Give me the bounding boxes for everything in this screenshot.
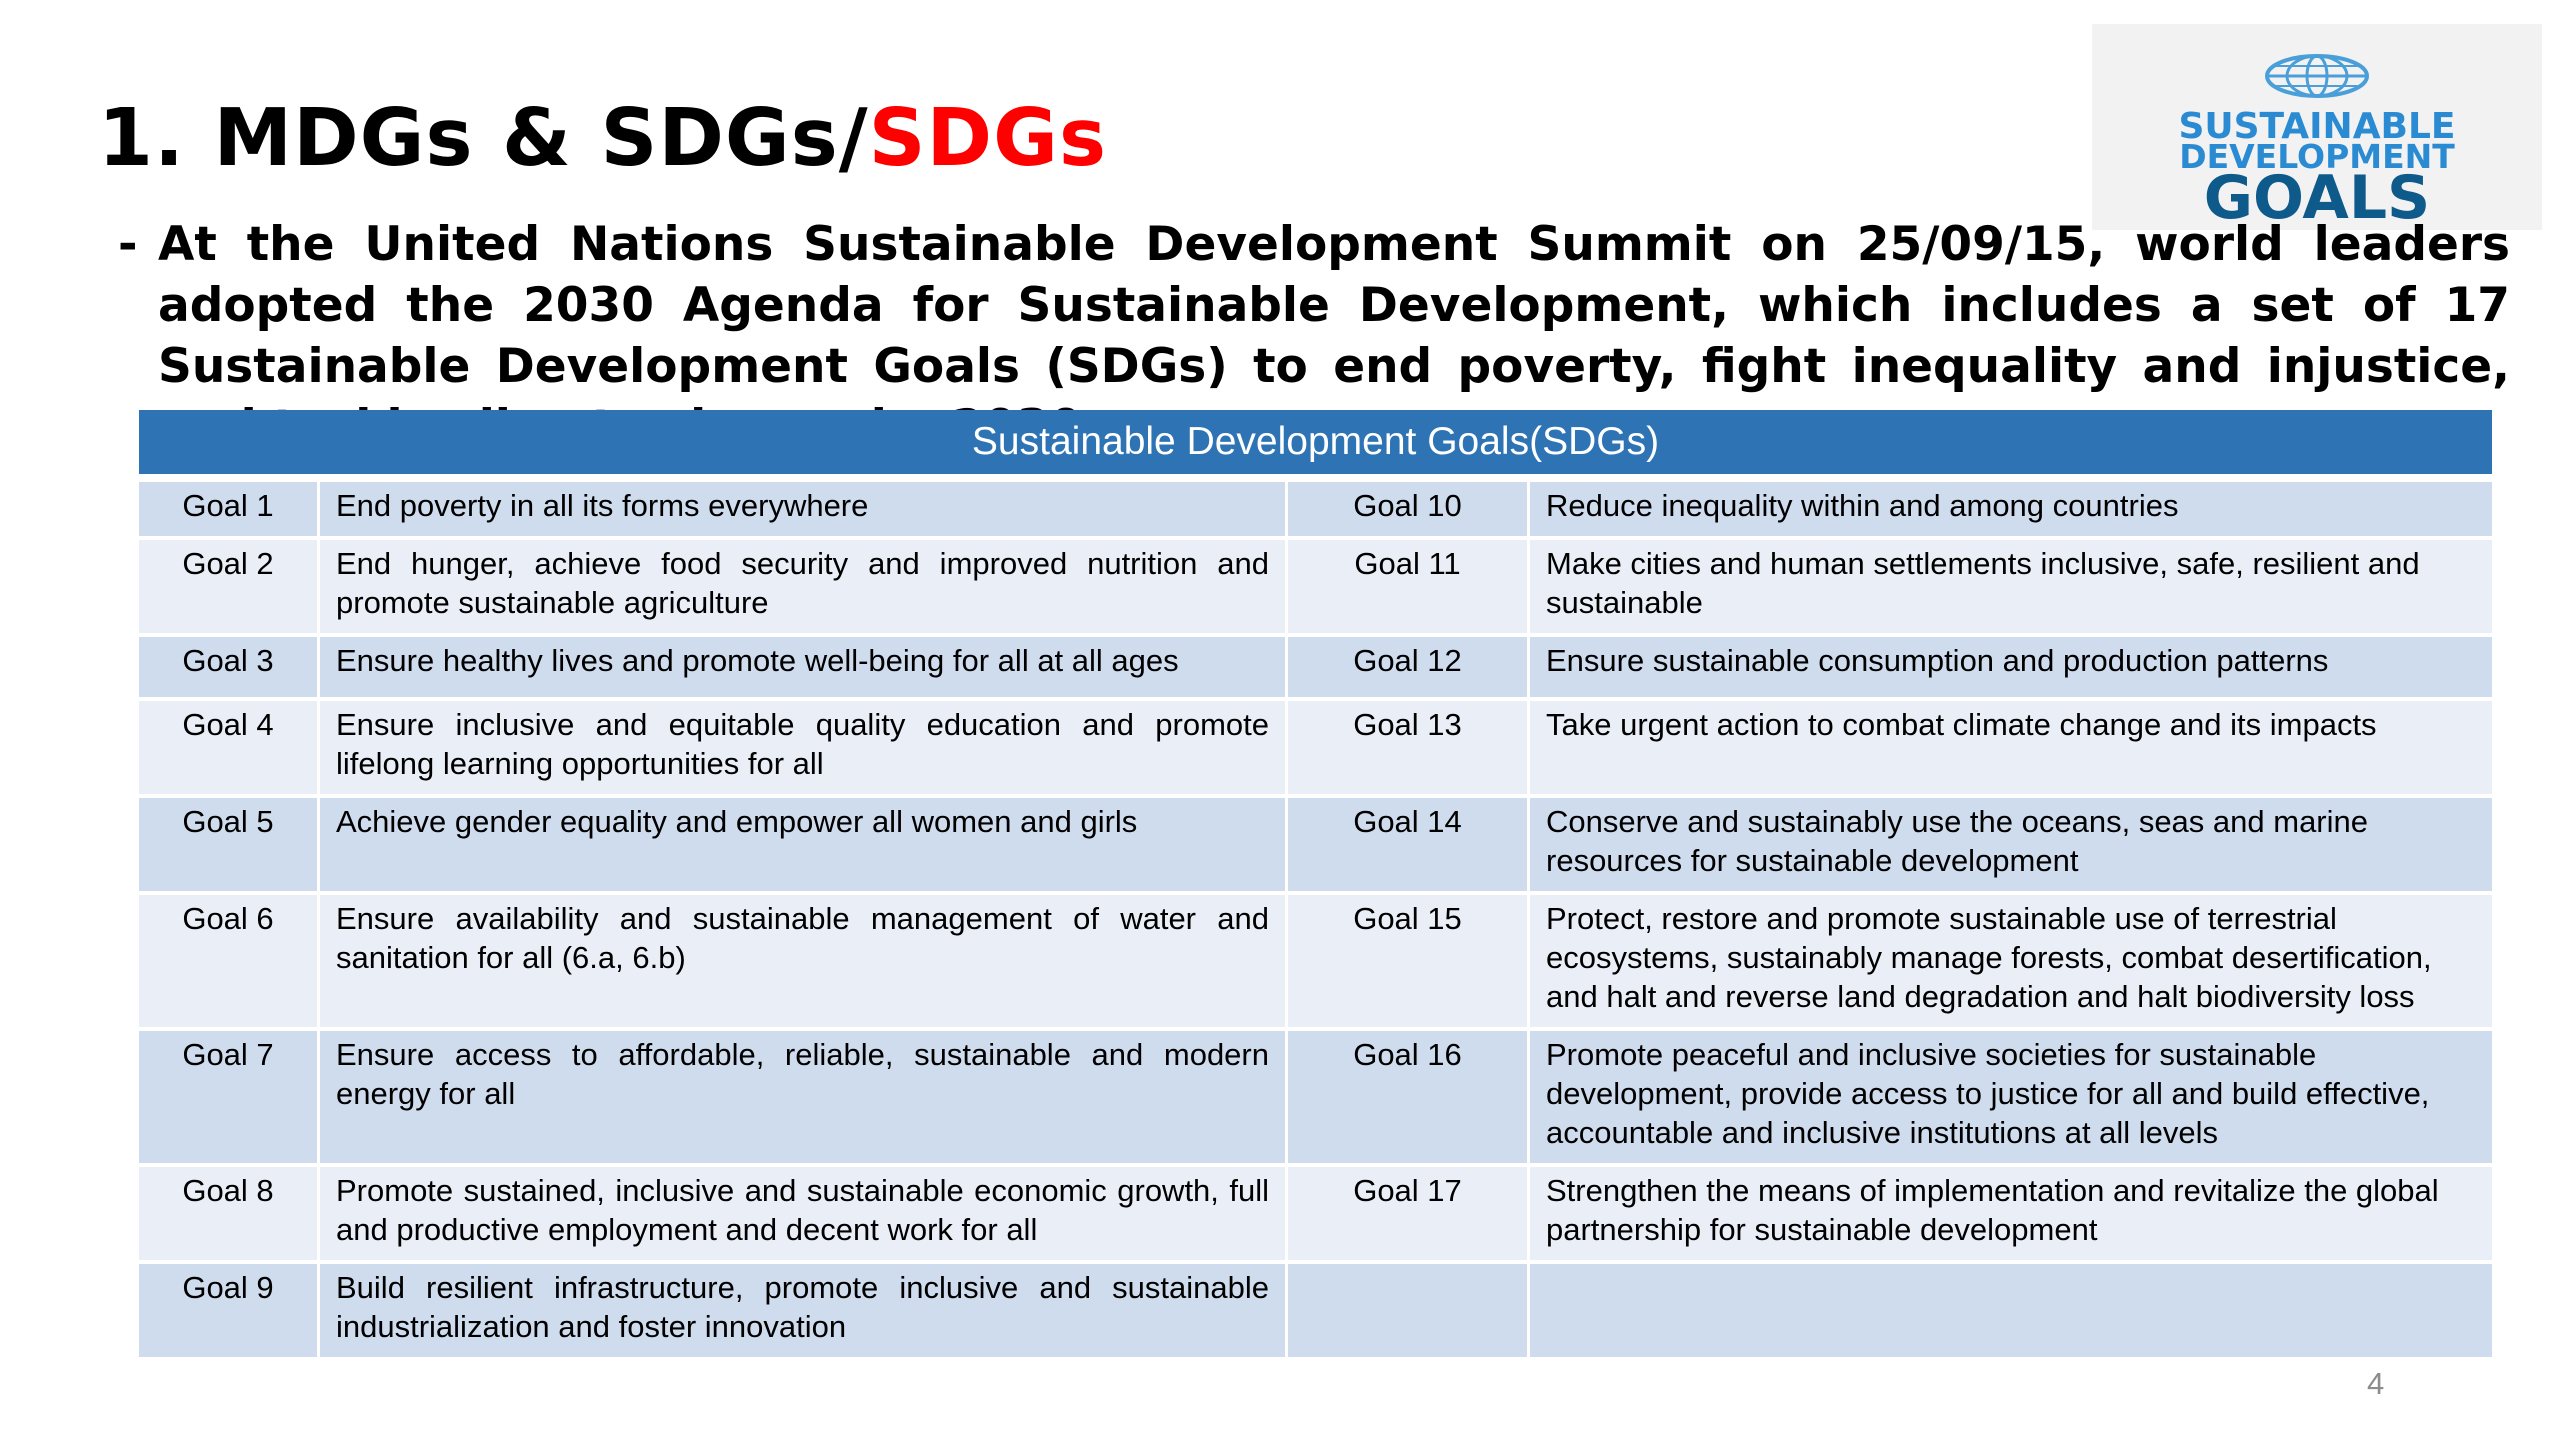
- goal-description-cell: Ensure access to affordable, reliable, sustainable and modern energy for all: [320, 1031, 1288, 1163]
- goal-number-cell: Goal 15: [1288, 895, 1530, 1027]
- table-row: [139, 637, 2492, 701]
- sdg-logo: [2092, 24, 2542, 230]
- table-row: [139, 540, 2492, 637]
- slide-title: [98, 88, 1107, 188]
- goal-number-cell: Goal 5: [139, 798, 320, 891]
- goal-description-cell: Achieve gender equality and empower all women and girls: [320, 798, 1288, 891]
- goal-number-cell: Goal 12: [1288, 637, 1530, 697]
- goal-number-cell: Goal 1: [139, 482, 320, 536]
- logo-line-1: SUSTAINABLE: [2178, 106, 2456, 147]
- table-row: [139, 798, 2492, 895]
- goal-description-cell: Promote sustained, inclusive and sustainable economic growth, full and productive employment and decent work for all: [320, 1167, 1288, 1260]
- goal-number-cell: Goal 14: [1288, 798, 1530, 891]
- goal-number-cell: Goal 17: [1288, 1167, 1530, 1260]
- goal-number-cell: Goal 7: [139, 1031, 320, 1163]
- page-number: 4: [2367, 1366, 2385, 1401]
- goal-description-cell: Ensure healthy lives and promote well-being for all at all ages: [320, 637, 1288, 697]
- intro-bullet: -: [118, 217, 138, 272]
- sdg-table: [139, 410, 2492, 1361]
- goal-description-cell: Ensure inclusive and equitable quality education and promote lifelong learning opportunities for all: [320, 701, 1288, 794]
- goal-description-cell: End poverty in all its forms everywhere: [320, 482, 1288, 536]
- goal-number-cell: Goal 2: [139, 540, 320, 633]
- logo-line-3: GOALS: [2203, 163, 2431, 230]
- table-row: [139, 482, 2492, 540]
- un-emblem-icon: [2267, 56, 2367, 96]
- goal-description-cell: Promote peaceful and inclusive societies for sustainable development, provide access to justice for all and build effective, accountable and inclusive institutions at all levels: [1546, 1037, 2430, 1150]
- table-header: Sustainable Development Goals(SDGs): [139, 410, 2492, 482]
- goal-description-cell: Conserve and sustainably use the oceans, seas and marine resources for sustainable development: [1546, 804, 2368, 878]
- goal-description-cell: Build resilient infrastructure, promote inclusive and sustainable industrialization and foster innovation: [320, 1264, 1288, 1357]
- table-row: [139, 1264, 2492, 1361]
- goal-number-cell: [1288, 1264, 1530, 1357]
- goal-description-cell: Take urgent action to combat climate change and its impacts: [1546, 707, 2377, 742]
- table-row: [139, 895, 2492, 1031]
- goal-description-cell: Protect, restore and promote sustainable use of terrestrial ecosystems, sustainably manage forests, combat desertification, and halt and reverse land degradation and halt biodiversity loss: [1546, 901, 2432, 1014]
- goal-number-cell: Goal 11: [1288, 540, 1530, 633]
- slide-title-main: 1. MDGs & SDGs/: [98, 92, 869, 184]
- table-row: [139, 701, 2492, 798]
- goal-number-cell: Goal 16: [1288, 1031, 1530, 1163]
- goal-description-cell: [1530, 1264, 2492, 1357]
- goal-description-cell: Strengthen the means of implementation and revitalize the global partnership for sustainable development: [1546, 1173, 2439, 1247]
- intro-text: At the United Nations Sustainable Development Summit on 25/09/15, world leaders adopted the 2030 Agenda for Sustainable Development, which includes a set of 17 Sustainable Development Goals (SDGs) to end poverty, fight inequality and injustice,: [158, 217, 2510, 394]
- goal-description-cell: Ensure availability and sustainable management of water and sanitation for all (6.a, 6.b): [320, 895, 1288, 1027]
- goal-description-cell: Reduce inequality within and among countries: [1546, 488, 2179, 523]
- goal-number-cell: Goal 3: [139, 637, 320, 697]
- goal-number-cell: Goal 4: [139, 701, 320, 794]
- goal-description-cell: Make cities and human settlements inclusive, safe, resilient and sustainable: [1546, 546, 2420, 620]
- goal-description-cell: End hunger, achieve food security and improved nutrition and promote sustainable agriculture: [320, 540, 1288, 633]
- logo-line-2: DEVELOPMENT: [2179, 137, 2455, 176]
- goal-number-cell: Goal 6: [139, 895, 320, 1027]
- goal-number-cell: Goal 13: [1288, 701, 1530, 794]
- slide-title-accent: SDGs: [868, 92, 1107, 184]
- table-row: [139, 1031, 2492, 1167]
- goal-description-cell: Ensure sustainable consumption and production patterns: [1546, 643, 2329, 678]
- goal-number-cell: Goal 9: [139, 1264, 320, 1357]
- goal-number-cell: Goal 10: [1288, 482, 1530, 536]
- table-row: [139, 1167, 2492, 1264]
- goal-number-cell: Goal 8: [139, 1167, 320, 1260]
